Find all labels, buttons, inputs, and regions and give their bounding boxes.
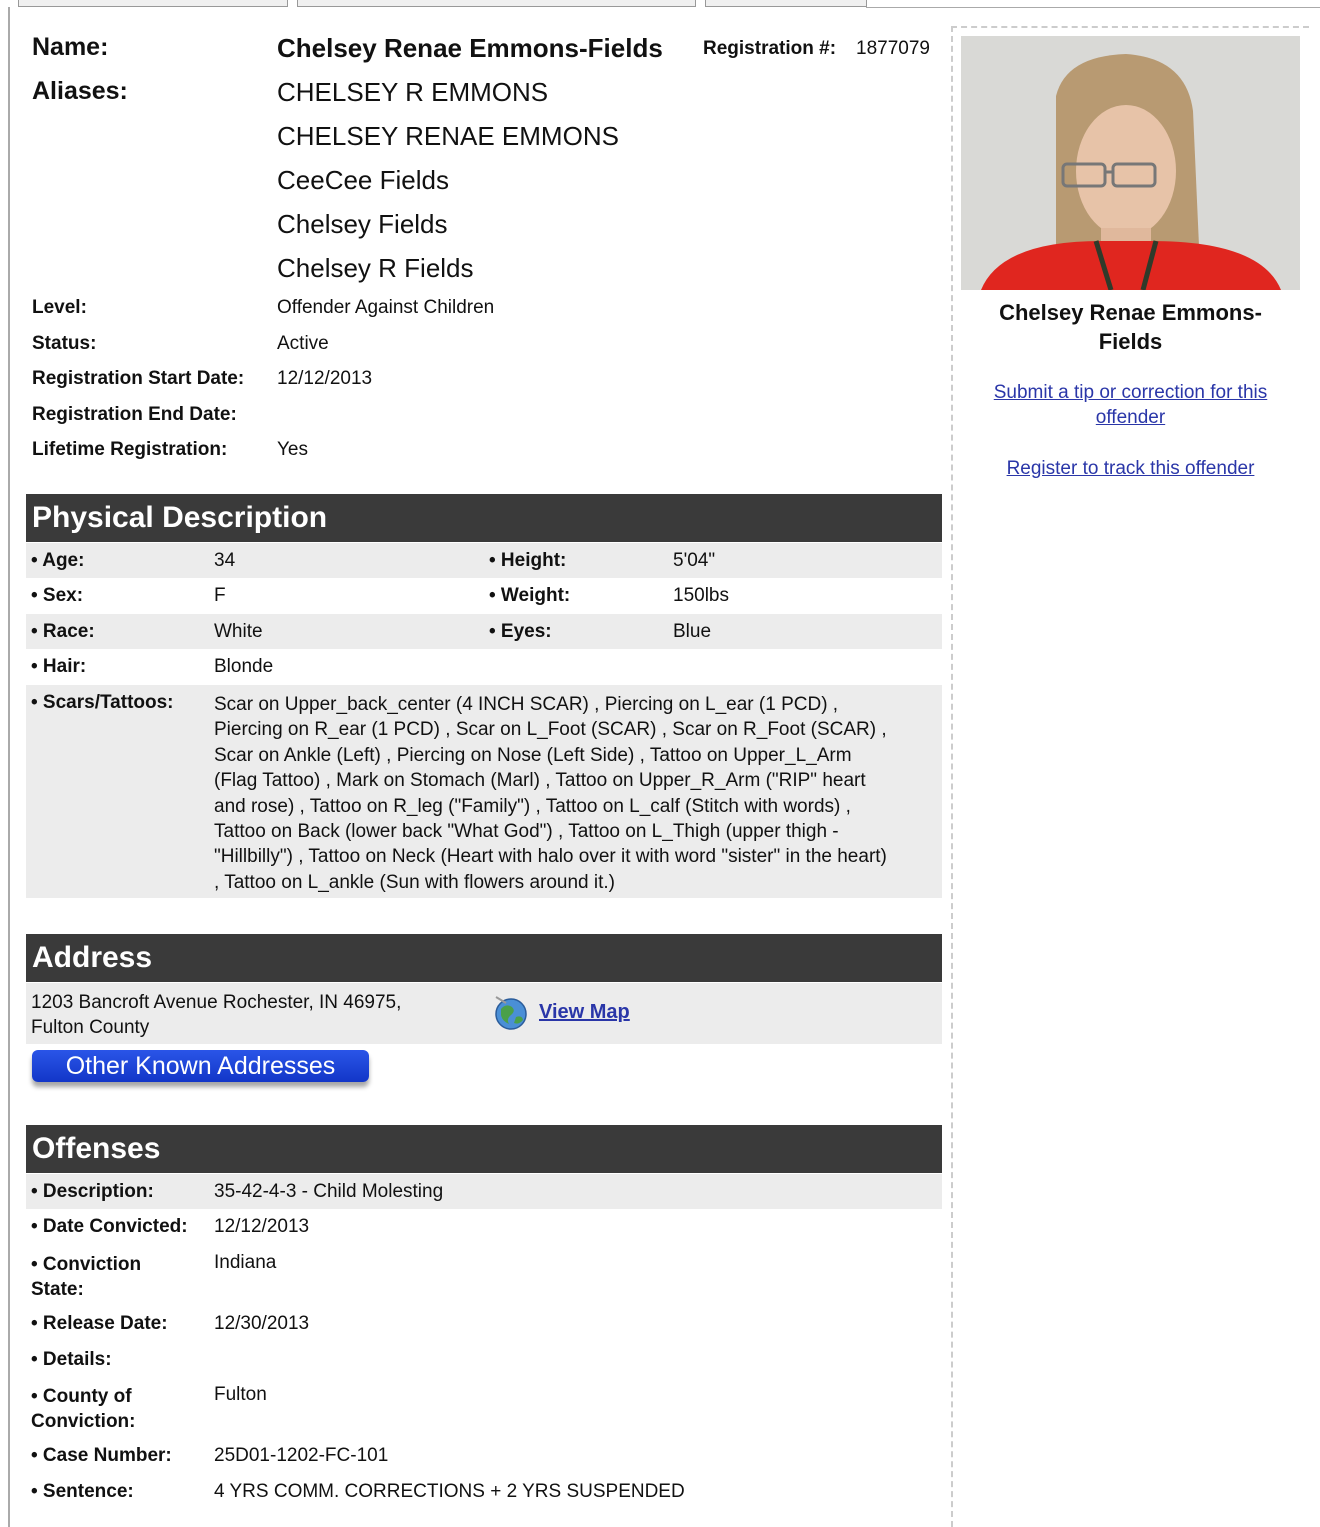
alias-item: Chelsey R Fields [277,253,474,283]
race-label: • Race: [31,621,95,642]
release-date-value: 12/30/2013 [214,1313,310,1334]
scars-line: Scar on Ankle (Left) , Piercing on Nose (Left Side) , Tattoo on Upper_L_Arm [214,744,852,766]
scars-line: Tattoo on Back (lower back "What God") , Tattoo on L_Thigh (upper thigh - [214,821,839,843]
date-convicted-label: • Date Convicted: [31,1216,188,1237]
table-row-band [26,543,942,578]
description-value: 35-42-4-3 - Child Molesting [214,1181,444,1202]
sidebar-offender-name [961,298,1300,356]
case-number-value: 25D01-1202-FC-101 [214,1445,389,1466]
status-label: Status: [32,333,97,354]
hair-label: • Hair: [31,656,87,677]
sex-value: F [214,585,226,606]
age-value: 34 [214,550,236,571]
lifetime-value: Yes [277,439,308,460]
scars-value [214,692,940,895]
address-text [31,990,401,1040]
aliases-label: Aliases: [32,77,128,105]
eyes-label: • Eyes: [489,621,552,642]
weight-value: 150lbs [673,585,729,606]
registration-number: 1877079 [856,38,930,59]
scars-line: and rose) , Tattoo on R_leg ("Family") , Tattoo on L_calf (Stitch with words) , [214,795,851,817]
sex-label: • Sex: [31,585,84,606]
scars-line: (Flag Tattoo) , Mark on Stomach (Marl) , Tattoo on Upper_R_Arm ("RIP" heart [214,770,866,792]
case-number-label: • Case Number: [31,1445,172,1466]
weight-label: • Weight: [489,585,571,606]
scars-line: Piercing on R_ear (1 PCD) , Scar on L_Foot (SCAR) , Scar on R_Foot (SCAR) , [214,719,887,741]
registration-label: Registration #: [703,38,837,59]
table-row-band [26,1174,942,1209]
frame-left [8,7,10,1527]
county-conviction-value: Fulton [214,1384,267,1405]
tab-1[interactable] [18,0,288,7]
tab-divider [866,7,1320,8]
release-date-label: • Release Date: [31,1313,168,1334]
scars-line: Scar on Upper_back_center (4 INCH SCAR) , Piercing on L_ear (1 PCD) , [214,694,839,715]
offenses-header: Offenses [26,1125,942,1173]
submit-tip-line[interactable]: offender [1095,407,1166,428]
level-value: Offender Against Children [277,297,495,318]
other-known-addresses-button[interactable]: Other Known Addresses [32,1050,369,1082]
table-row-band [26,614,942,649]
conviction-state-label [31,1252,141,1302]
label-line: Conviction: [31,1411,136,1432]
address-line: 1203 Bancroft Avenue Rochester, IN 46975, [31,992,402,1013]
start-date-label: Registration Start Date: [32,368,245,389]
scars-label: • Scars/Tattoos: [31,692,174,713]
alias-item: CHELSEY RENAE EMMONS [277,121,619,151]
race-value: White [214,621,263,642]
label-line: • Conviction [31,1254,142,1275]
scars-line: "Hillbilly") , Tattoo on Neck (Heart with halo over it with word "sister" in the heart) [214,846,887,868]
level-label: Level: [32,297,87,318]
conviction-state-value: Indiana [214,1252,277,1273]
tab-3[interactable] [705,0,867,7]
submit-tip-line[interactable]: Submit a tip or correction for this [993,382,1268,403]
hair-value: Blonde [214,656,274,677]
offender-photo [961,36,1300,290]
description-label: • Description: [31,1181,154,1202]
scars-line: , Tattoo on L_ankle (Sun with flowers around it.) [214,871,615,893]
alias-item: CHELSEY R EMMONS [277,77,549,107]
date-convicted-value: 12/12/2013 [214,1216,310,1237]
alias-item: Chelsey Fields [277,209,448,239]
register-track-link[interactable]: Register to track this offender [1006,458,1255,479]
submit-tip-link[interactable] [961,380,1300,430]
alias-item: CeeCee Fields [277,165,449,195]
offender-name: Chelsey Renae Emmons-Fields [277,33,663,63]
label-line: State: [31,1279,84,1300]
details-label: • Details: [31,1349,112,1370]
address-line: Fulton County [31,1017,150,1038]
end-date-label: Registration End Date: [32,404,237,425]
age-label: • Age: [31,550,85,571]
status-value: Active [277,333,329,354]
start-date-value: 12/12/2013 [277,368,373,389]
sidebar-name-line: Fields [1098,329,1163,354]
lifetime-label: Lifetime Registration: [32,439,228,460]
sentence-label: • Sentence: [31,1481,134,1502]
eyes-value: Blue [673,621,712,642]
county-conviction-label [31,1384,136,1434]
globe-icon[interactable] [492,993,530,1036]
sidebar-name-line: Chelsey Renae Emmons- [999,300,1262,325]
height-label: • Height: [489,550,567,571]
sentence-value: 4 YRS COMM. CORRECTIONS + 2 YRS SUSPENDED [214,1481,685,1502]
name-label: Name: [32,33,109,61]
tab-2[interactable] [297,0,696,7]
height-value: 5'04" [673,550,716,571]
view-map-link[interactable]: View Map [539,1001,630,1023]
tab-strip [0,0,1320,8]
physical-description-header: Physical Description [26,494,942,542]
address-header: Address [26,934,942,982]
label-line: • County of [31,1386,132,1407]
